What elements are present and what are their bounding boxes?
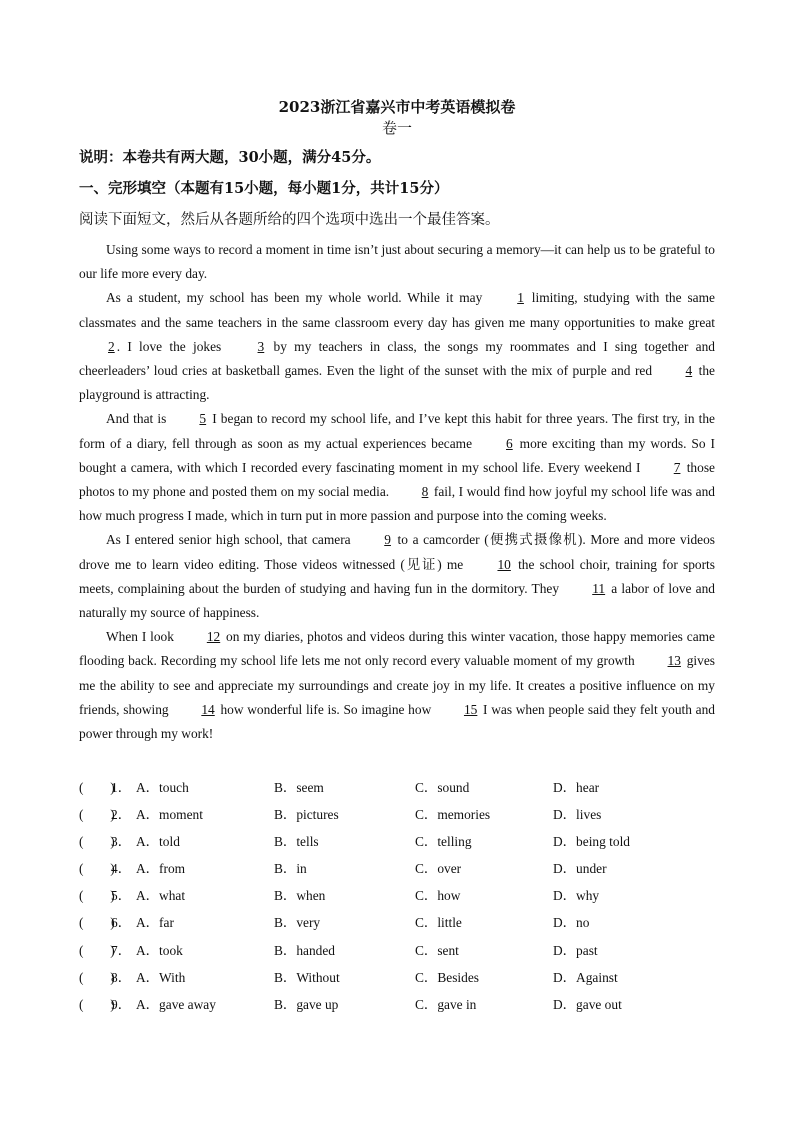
option-a: A．touch: [136, 780, 189, 795]
option-c: C．how: [415, 888, 461, 904]
question-row: [79, 994, 719, 1021]
passage-text: more exciting than my words. So I bought a camera, with which I recorded every fascinating moment in my school life. Every weekend I: [79, 435, 715, 475]
option-b: B．in: [274, 861, 307, 877]
question-row: [79, 858, 719, 885]
passage-paragraph-4: [79, 528, 715, 625]
passage-text: how wonderful life is. So imagine how: [216, 701, 435, 717]
passage-text: on my diaries, photos and videos during this winter vacation, those happy memories came flooding back. Recording my school life lets me not only record every valuable moment of my growth: [79, 629, 715, 669]
option-d: D．under: [553, 861, 607, 877]
option-c: C．sent: [415, 942, 459, 958]
option-c: C．sound: [415, 780, 470, 795]
question-row: [79, 885, 719, 912]
passage-text: Using some ways to record a moment in time isn’t just about securing a memory—it can help us to be grateful to our life more every day.: [79, 242, 715, 282]
blank-10: 10: [497, 556, 511, 572]
exam-subtitle: 卷一: [381, 119, 412, 137]
question-row: [79, 967, 719, 994]
question-row: [79, 831, 719, 858]
option-b: B．Without: [274, 969, 340, 985]
passage-text: a labor of love and naturally my source of happiness.: [79, 580, 715, 621]
answer-paren: ( ): [79, 915, 115, 931]
question-row: [79, 804, 719, 831]
passage-paragraph-5: [79, 625, 715, 746]
passage-text: gives me the ability to see and appreciate my surroundings and create joy in my life. It creates a positive influence on my friends, showing: [79, 653, 715, 717]
option-c: C．over: [415, 861, 462, 877]
blank-15: 15: [463, 701, 478, 717]
option-a: A．gave away: [136, 996, 216, 1012]
answer-paren: ( ): [79, 861, 115, 877]
option-c: C．memories: [415, 807, 491, 823]
option-b: B．gave up: [274, 996, 339, 1012]
passage-text: I was when people said they felt youth and power through my work!: [79, 701, 715, 742]
passage-text: the playground is attracting.: [79, 363, 715, 403]
passage-text: . I love the jokes: [116, 338, 229, 354]
passage-text: fail, I would find how joyful my school life was and how much progress I made, which in turn put in more passion and purpose into the coming weeks.: [79, 484, 715, 524]
option-b: B．when: [274, 888, 326, 904]
option-c: C．gave in: [415, 996, 477, 1012]
answer-paren: ( ): [79, 969, 115, 985]
question-row: [79, 777, 719, 804]
option-a: A．what: [136, 888, 186, 904]
question-number: 1．: [111, 780, 132, 795]
section-instruction: 阅读下面短文，然后从各题所给的四个选项中选出一个最佳答案。: [79, 212, 500, 228]
passage-text: to a camcorder (便携式摄像机). More and more videos drove me to learn video editing. Those videos witnessed (见证) me: [79, 532, 716, 572]
question-number: 3．: [111, 834, 132, 850]
section-heading: 一、完形填空（本题有15小题，每小题1分，共计15分）: [79, 180, 449, 197]
option-b: B．tells: [274, 834, 319, 850]
passage-paragraph-2: [79, 286, 715, 407]
passage-text: And that is: [106, 411, 171, 427]
passage-paragraph-3: [79, 407, 715, 528]
question-number: 4．: [111, 861, 132, 877]
option-a: A．moment: [136, 807, 203, 823]
passage-text: As I entered senior high school, that camera: [106, 532, 356, 548]
option-d: D．lives: [553, 807, 602, 823]
exam-title: 2023浙江省嘉兴市中考英语模拟卷: [278, 98, 516, 116]
blank-11: 11: [592, 580, 606, 596]
passage-text: by my teachers in class, the songs my roommates and I sing together and cheerleaders’ loud cries at basketball games. Even the light of the sunset with the mix of purple and red: [79, 338, 715, 379]
answer-paren: ( ): [79, 888, 115, 904]
question-number: 8．: [111, 969, 132, 985]
option-b: B．very: [274, 915, 321, 931]
option-b: B．pictures: [274, 807, 339, 823]
answer-paren: ( ): [79, 996, 115, 1012]
blank-8: 8: [421, 484, 429, 500]
question-number: 7．: [111, 942, 132, 958]
blank-3: 3: [257, 338, 265, 354]
exam-note: 说明：本卷共有两大题，30小题，满分45分。: [79, 149, 381, 166]
blank-9: 9: [384, 532, 391, 548]
blank-14: 14: [201, 701, 215, 717]
option-d: D．Against: [553, 969, 618, 985]
passage-text: When I look: [106, 629, 178, 645]
option-a: A．told: [136, 834, 180, 850]
question-number: 2．: [111, 807, 132, 823]
cloze-passage: [79, 238, 715, 746]
option-d: D．hear: [553, 780, 600, 795]
question-number: 6．: [111, 915, 132, 931]
answer-paren: ( ): [79, 942, 115, 958]
blank-13: 13: [667, 653, 681, 669]
option-a: A．took: [136, 942, 183, 958]
question-row: [79, 940, 719, 967]
option-d: D．why: [553, 888, 600, 904]
passage-text: limiting, studying with the same classmates and the same teachers in the same classroom every day has given me many opportunities to make great: [79, 290, 715, 330]
option-b: B．seem: [274, 780, 324, 795]
blank-12: 12: [206, 629, 221, 645]
option-d: D．gave out: [553, 996, 622, 1012]
option-c: C．telling: [415, 834, 472, 850]
option-d: D．no: [553, 915, 590, 931]
blank-2: 2: [108, 338, 115, 354]
question-row: [79, 912, 719, 939]
question-list: [79, 777, 719, 1021]
passage-text: As a student, my school has been my whole world. While it may: [106, 290, 489, 306]
answer-paren: ( ): [79, 807, 115, 823]
blank-4: 4: [685, 363, 693, 379]
answer-paren: ( ): [79, 834, 115, 850]
passage-text: I began to record my school life, and I’ve kept this habit for three years. The first try, in the form of a diary, fell through as soon as my actual experiences became: [79, 411, 715, 451]
blank-5: 5: [199, 411, 207, 427]
option-b: B．handed: [274, 942, 335, 958]
blank-6: 6: [506, 435, 513, 451]
blank-7: 7: [673, 459, 681, 475]
passage-text: the school choir, training for sports meets, complaining about the burden of studying and having fun in the dormitory. They: [79, 556, 715, 596]
option-d: D．being told: [553, 834, 630, 850]
option-c: C．little: [415, 915, 462, 931]
option-a: A．from: [136, 861, 186, 877]
question-number: 9．: [111, 996, 132, 1012]
option-c: C．Besides: [415, 969, 479, 985]
passage-paragraph-1: [79, 238, 715, 286]
answer-paren: ( ): [79, 780, 115, 795]
blank-1: 1: [517, 290, 524, 306]
option-a: A．With: [136, 969, 186, 985]
passage-text: those photos to my phone and posted them on my social media.: [79, 459, 715, 500]
option-d: D．past: [553, 942, 598, 958]
option-a: A．far: [136, 915, 174, 931]
question-number: 5．: [111, 888, 132, 904]
